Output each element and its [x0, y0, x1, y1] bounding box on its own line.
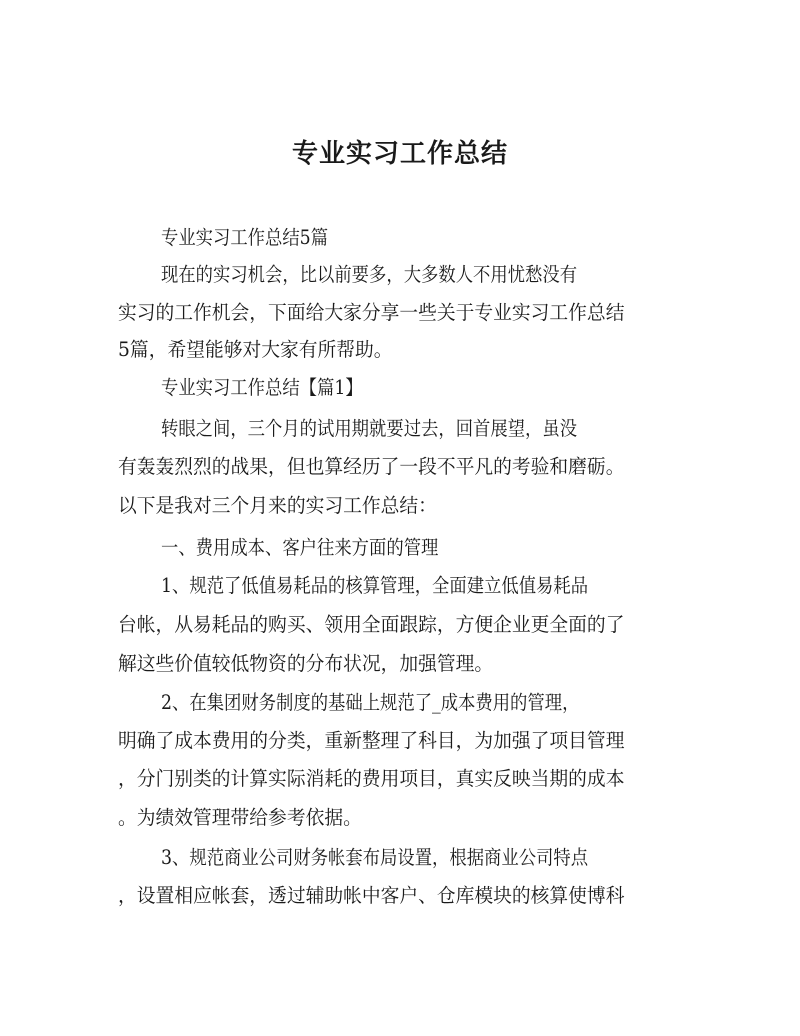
paragraph-line: 5篇，希望能够对大家有所帮助。 — [118, 338, 393, 361]
paragraph-line: ，分门别类的计算实际消耗的费用项目，真实反映当期的成本 — [118, 767, 625, 790]
paragraph-line: 解这些价值较低物资的分布状况，加强管理。 — [118, 652, 494, 675]
paragraph-line: 以下是我对三个月来的实习工作总结： — [118, 494, 437, 517]
paragraph-line: 台帐，从易耗品的购买、领用全面跟踪，方便企业更全面的了 — [118, 613, 625, 636]
paragraph-line: 明确了成本费用的分类，重新整理了科目，为加强了项目管理 — [118, 729, 625, 752]
paragraph-line: 现在的实习机会，比以前要多，大多数人不用忧愁没有 — [161, 263, 578, 286]
paragraph-line: 3、规范商业公司财务帐套布局设置，根据商业公司特点 — [161, 846, 589, 869]
paragraph-line: 有轰轰烈烈的战果，但也算经历了一段不平凡的考验和磨砺。 — [118, 455, 625, 478]
paragraph-line: 转眼之间，三个月的试用期就要过去，回首展望，虽没 — [161, 417, 578, 440]
paragraph-line: ，设置相应帐套，透过辅助帐中客户、仓库模块的核算使博科 — [118, 884, 625, 907]
paragraph-line: 专业实习工作总结5篇 — [161, 226, 329, 249]
paragraph-line: 。为绩效管理带给参考依据。 — [118, 806, 362, 829]
paragraph-line: 1、规范了低值易耗品的核算管理，全面建立低值易耗品 — [161, 574, 589, 597]
document-title: 专业实习工作总结 — [291, 139, 508, 169]
paragraph-line: 一、费用成本、客户往来方面的管理 — [161, 536, 439, 559]
paragraph-line: 专业实习工作总结【篇1】 — [161, 376, 363, 399]
paragraph-line: 2、在集团财务制度的基础上规范了_成本费用的管理， — [161, 691, 580, 714]
paragraph-line: 实习的工作机会，下面给大家分享一些关于专业实习工作总结 — [118, 301, 625, 324]
